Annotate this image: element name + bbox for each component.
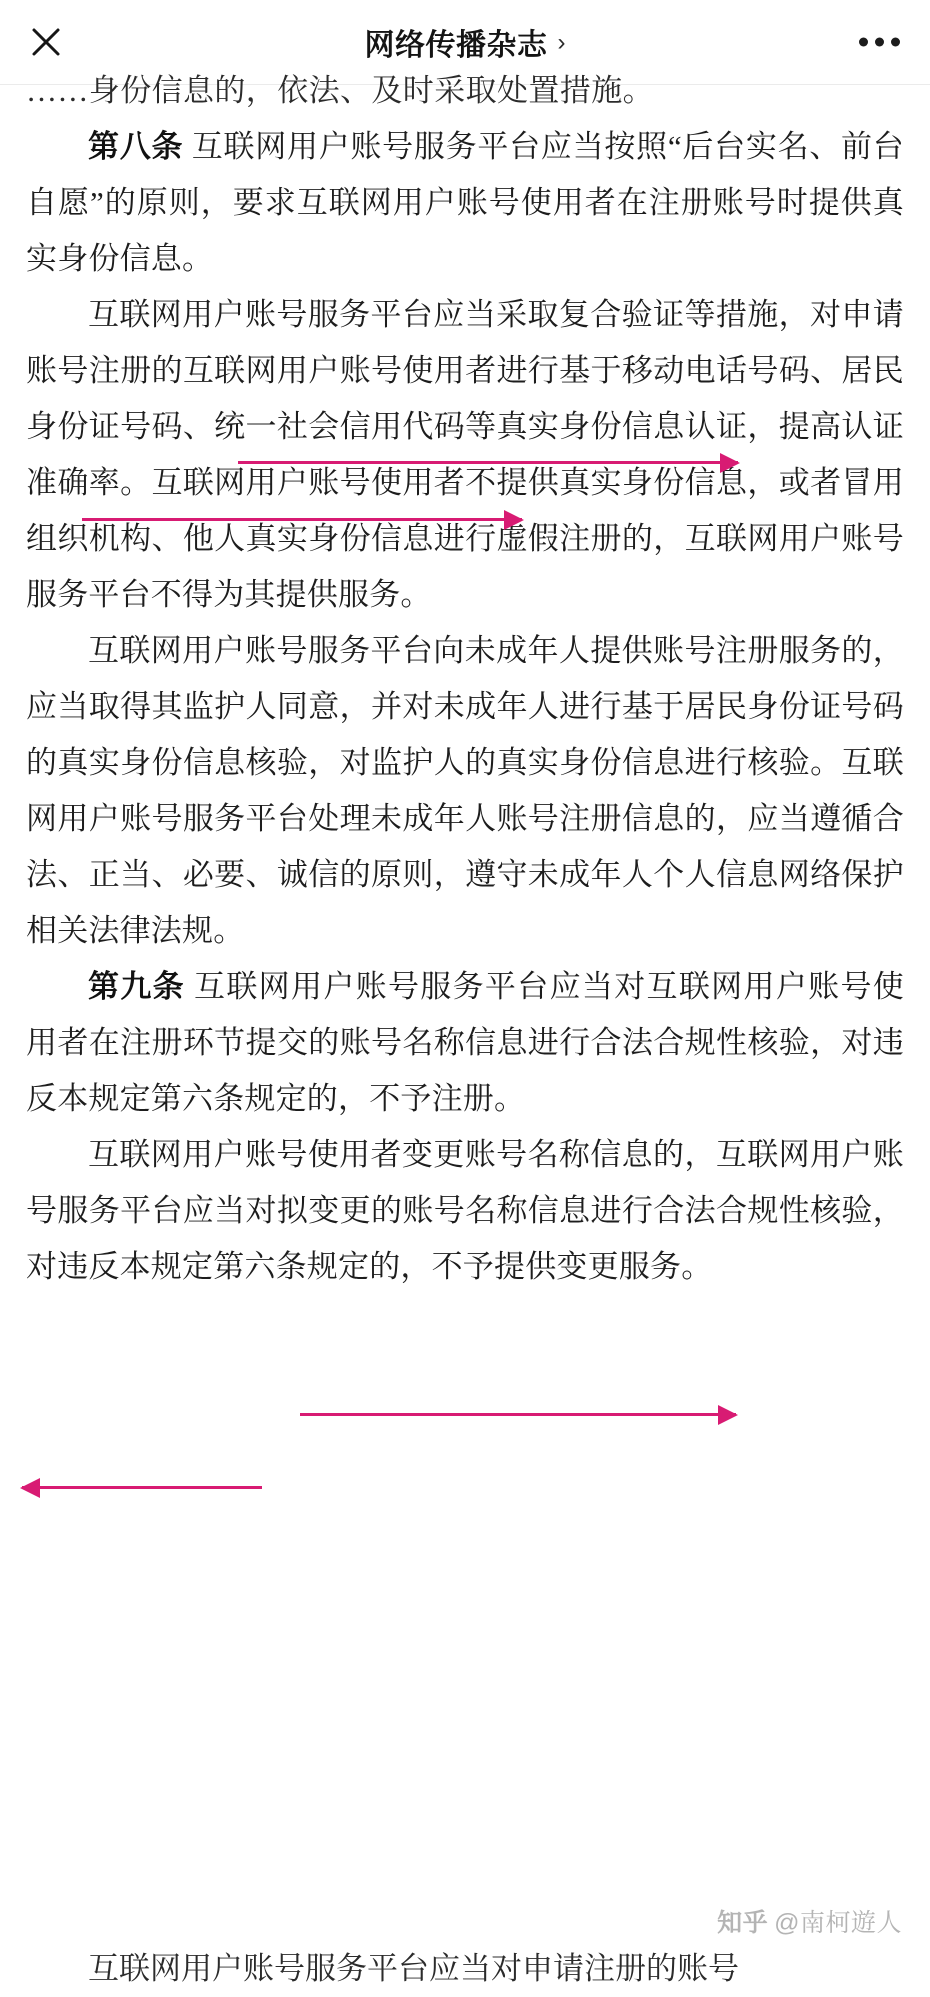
page-title[interactable]: [365, 20, 566, 64]
close-icon[interactable]: [24, 20, 68, 64]
paragraph-article-8: [26, 119, 904, 287]
clipped-top-line: [26, 73, 904, 119]
clipped-bottom-line: [0, 1951, 930, 1997]
paragraph-minors: [26, 623, 904, 959]
page-title-text: 网络传播杂志: [364, 29, 548, 62]
paragraph-text: 互联网用户账号服务平台应当按照“后台实名、前台自愿”的原则，要求互联网用户账号使用者在注册账号时提供真实身份信息。: [26, 129, 904, 276]
highlight-arrow-1: [238, 461, 738, 464]
more-dot: [859, 38, 868, 47]
watermark: [717, 1903, 902, 1939]
article-body: [0, 73, 930, 1295]
article-number-label: 第九条: [88, 969, 185, 1004]
paragraph-text: 互联网用户账号服务平台向未成年人提供账号注册服务的，应当取得其监护人同意，并对未成年人进行基于居民身份证号码的真实身份信息核验，对监护人的真实身份信息进行核验。互联网用户账号服务平台处理未成年人账号注册信息的，应当遵循合法、正当、必要、诚信的原则，遵守未成年人个人信息网络保护相关法律法规。: [26, 633, 904, 948]
paragraph-text: 互联网用户账号服务平台应当采取复合验证等措施，对申请账号注册的互联网用户账号使用者进行基于移动电话号码、居民身份证号码、统一社会信用代码等真实身份信息认证，提高认证准确率。互联网用户账号使用者不提供真实身份信息，或者冒用组织机构、他人真实身份信息进行虚假注册的，互联网用户账号服务平台不得为其提供服务。: [26, 297, 904, 612]
paragraph-verification: [26, 287, 904, 623]
paragraph-text: 互联网用户账号使用者变更账号名称信息的，互联网用户账号服务平台应当对拟变更的账号名称信息进行合法合规性核验，对违反本规定第六条规定的，不予提供变更服务。: [26, 1137, 904, 1284]
paragraph-name-change: [26, 1127, 904, 1295]
highlight-arrow-3: [300, 1413, 736, 1416]
more-dot: [891, 38, 900, 47]
article-number-label: 第八条: [88, 129, 184, 164]
paragraph-text: 互联网用户账号服务平台应当对互联网用户账号使用者在注册环节提交的账号名称信息进行合法合规性核验，对违反本规定第六条规定的，不予注册。: [26, 969, 904, 1116]
watermark-author: @南柯遊人: [774, 1909, 902, 1937]
more-horizontal-icon[interactable]: [855, 28, 904, 57]
clipped-bottom-line-text: 互联网用户账号服务平台应当对申请注册的账号: [88, 1951, 739, 1986]
highlight-arrow-4: [22, 1486, 262, 1489]
watermark-platform: 知乎: [717, 1909, 769, 1937]
paragraph-article-9: [26, 959, 904, 1127]
chevron-right-icon: ›: [557, 29, 566, 56]
more-dot: [875, 38, 884, 47]
highlight-arrow-2: [82, 518, 522, 521]
clipped-top-line-text: ……身份信息的，依法、及时采取处置措施。: [26, 73, 654, 108]
